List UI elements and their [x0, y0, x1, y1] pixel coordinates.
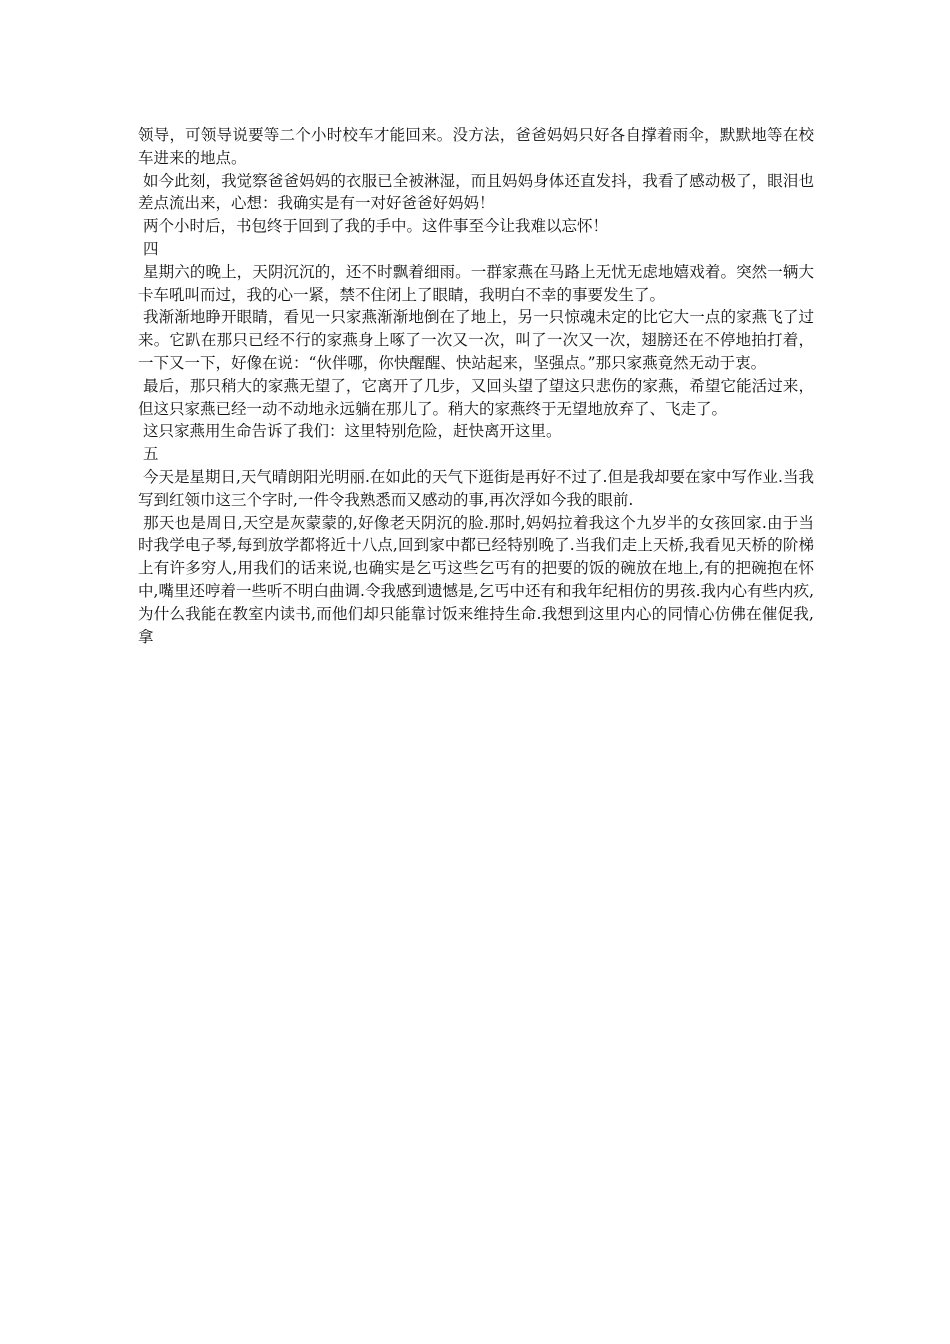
- paragraph-2: 如今此刻，我觉察爸爸妈妈的衣服已全被淋湿，而且妈妈身体还直发抖，我看了感动极了，眼泪也差点流出来，心想：我确实是有一对好爸爸好妈妈！: [138, 171, 814, 213]
- paragraph-1: 领导，可领导说要等二个小时校车才能回来。没方法，爸爸妈妈只好各自撑着雨伞，默默地等在校车进来的地点。: [138, 126, 814, 167]
- paragraph-5: 星期六的晚上，天阴沉沉的，还不时飘着细雨。一群家燕在马路上无忧无虑地嬉戏着。突然一辆大卡车吼叫而过，我的心一紧，禁不住闭上了眼睛，我明白不幸的事要发生了。: [138, 262, 814, 304]
- section-heading-4: 四: [138, 239, 159, 258]
- document-body: [138, 124, 814, 648]
- paragraph-6: 我渐渐地睁开眼睛，看见一只家燕渐渐地倒在了地上，另一只惊魂未定的比它大一点的家燕飞了过来。它趴在那只已经不行的家燕身上啄了一次又一次，叫了一次又一次，翅膀还在不停地拍打着，一下又一下，好像在说：“伙伴哪，你快醒醒、快站起来，坚强点。”那只家燕竟然无动于衷。: [138, 308, 814, 372]
- section-heading-5: 五: [138, 445, 159, 464]
- paragraph-10: 今天是星期日,天气晴朗阳光明丽.在如此的天气下逛街是再好不过了.但是我却要在家中写作业.当我写到红领巾这三个字时,一件令我熟悉而又感动的事,再次浮如今我的眼前.: [138, 467, 814, 509]
- paragraph-11: 那天也是周日,天空是灰蒙蒙的,好像老天阴沉的脸.那时,妈妈拉着我这个九岁半的女孩回家.由于当时我学电子琴,每到放学都将近十八点,回到家中都已经特别晚了.当我们走上天桥,我看见天桥的阶梯上有许多穷人,用我们的话来说,也确实是乞丐这些乞丐有的把要的饭的碗放在地上,有的把碗抱在怀中,嘴里还哼着一些听不明白曲调.令我感到遗憾是,乞丐中还有和我年纪相仿的男孩.我内心有些内疚,为什么我能在教室内读书,而他们却只能靠讨饭来维持生命.我想到这里内心的同情心仿佛在催促我,拿: [138, 513, 814, 646]
- paragraph-8: 这只家燕用生命告诉了我们：这里特别危险，赶快离开这里。: [138, 422, 562, 441]
- paragraph-3: 两个小时后，书包终于回到了我的手中。这件事至今让我难以忘怀！: [138, 217, 608, 236]
- paragraph-7: 最后，那只稍大的家燕无望了，它离开了几步，又回头望了望这只悲伤的家燕，希望它能活过来，但这只家燕已经一动不动地永远躺在那儿了。稍大的家燕终于无望地放弃了、飞走了。: [138, 376, 814, 418]
